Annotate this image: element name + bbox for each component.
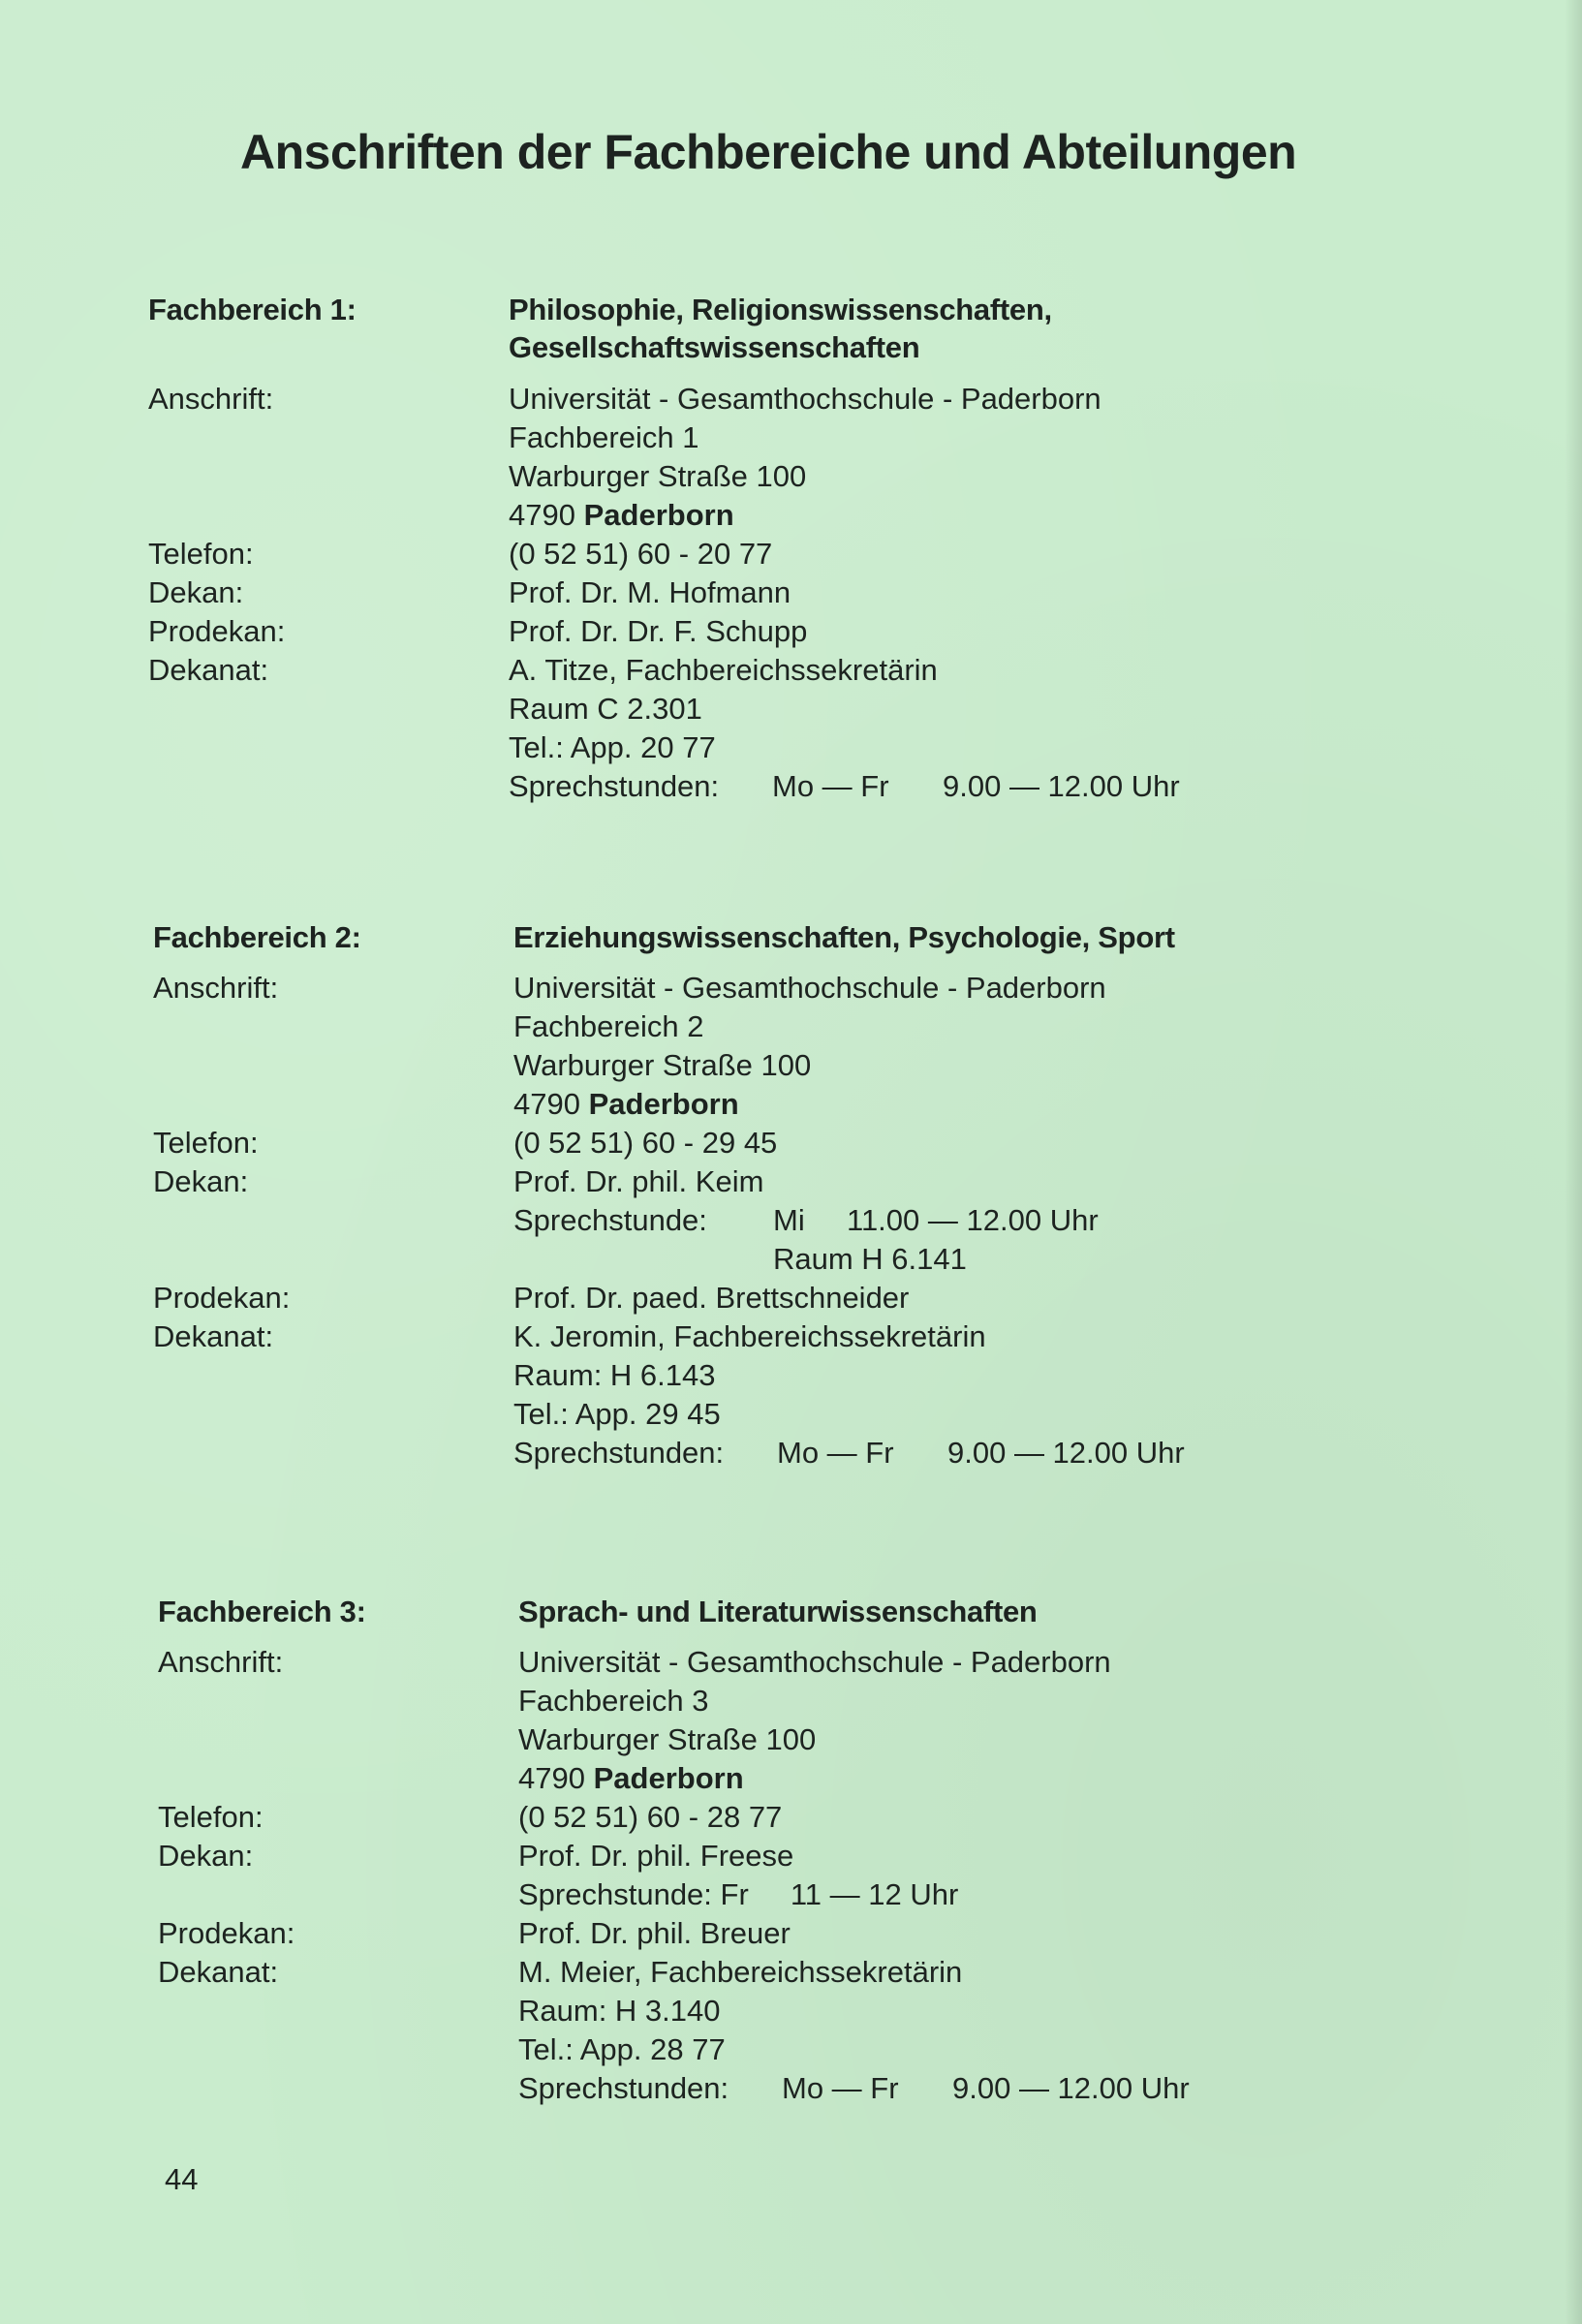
section-heading-label: Fachbereich 1: [148,293,357,326]
address-line: Universität - Gesamthochschule - Paderborn [513,971,1106,1005]
postal-code: 4790 [518,1761,585,1795]
office-hours-time: 9.00 — 12.00 Uhr [943,769,1180,803]
dean-value: Prof. Dr. phil. Freese [518,1839,794,1873]
vice-dean-label: Prodekan: [158,1916,295,1950]
address-line: Fachbereich 2 [513,1009,704,1043]
office-hours-label: Sprechstunden: [518,2071,729,2105]
office-line: K. Jeromin, Fachbereichssekretärin [513,1319,986,1353]
dean-value: Prof. Dr. phil. Keim [513,1164,764,1198]
address-label: Anschrift: [153,971,279,1005]
office-hours-days: Mo — Fr [772,769,889,803]
address-line: Warburger Straße 100 [509,459,807,493]
section-heading-label: Fachbereich 2: [153,920,361,954]
page-number: 44 [165,2162,199,2196]
dean-label: Dekan: [153,1164,249,1198]
office-label: Dekanat: [153,1319,274,1353]
office-hours-days: Mo — Fr [782,2071,899,2105]
office-line: A. Titze, Fachbereichssekretärin [509,653,938,687]
postal-code: 4790 [509,498,575,532]
vice-dean-label: Prodekan: [153,1281,291,1315]
section-heading-value-continued: Gesellschaftswissenschaften [509,330,920,364]
address-city-line [513,1085,739,1124]
office-line: Tel.: App. 29 45 [513,1397,721,1431]
address-label: Anschrift: [158,1645,284,1679]
phone-label: Telefon: [148,537,254,571]
city: Paderborn [583,498,734,532]
dean-hours-time: 11.00 — 12.00 Uhr [847,1203,1099,1237]
office-line: Tel.: App. 28 77 [518,2032,726,2066]
vice-dean-label: Prodekan: [148,614,286,648]
address-city-line [518,1759,744,1798]
dean-hours-day: Mi [773,1203,805,1237]
dean-label: Dekan: [158,1839,254,1873]
vice-dean-value: Prof. Dr. paed. Brettschneider [513,1281,910,1315]
address-line: Warburger Straße 100 [518,1722,817,1756]
phone-value: (0 52 51) 60 - 29 45 [513,1126,778,1160]
dean-room: Raum H 6.141 [773,1242,967,1276]
address-city-line [509,496,734,535]
office-hours-time: 9.00 — 12.00 Uhr [952,2071,1190,2105]
vice-dean-value: Prof. Dr. Dr. F. Schupp [509,614,808,648]
dean-hours: Sprechstunde: Fr 11 — 12 Uhr [518,1877,959,1911]
office-hours-label: Sprechstunden: [509,769,720,803]
vice-dean-value: Prof. Dr. phil. Breuer [518,1916,791,1950]
phone-value: (0 52 51) 60 - 28 77 [518,1800,783,1834]
address-line: Universität - Gesamthochschule - Paderborn [518,1645,1111,1679]
dean-value: Prof. Dr. M. Hofmann [509,575,791,609]
city: Paderborn [588,1087,739,1121]
office-hours-days: Mo — Fr [777,1436,894,1470]
address-line: Fachbereich 1 [509,420,699,454]
dean-hours-label: Sprechstunde: [513,1203,707,1237]
page-edge-shadow [1565,0,1582,2324]
address-label: Anschrift: [148,382,274,416]
section-heading-value: Erziehungswissenschaften, Psychologie, Sport [513,920,1175,954]
postal-code: 4790 [513,1087,580,1121]
address-line: Universität - Gesamthochschule - Paderborn [509,382,1101,416]
office-line: Raum: H 3.140 [518,1994,721,2028]
office-line: Tel.: App. 20 77 [509,730,716,764]
office-hours-time: 9.00 — 12.00 Uhr [947,1436,1185,1470]
office-line: M. Meier, Fachbereichssekretärin [518,1955,963,1989]
address-line: Warburger Straße 100 [513,1048,812,1082]
page-title: Anschriften der Fachbereiche und Abteilungen [240,125,1297,179]
address-line: Fachbereich 3 [518,1684,709,1718]
office-label: Dekanat: [148,653,269,687]
section-heading-value: Sprach- und Literaturwissenschaften [518,1595,1038,1628]
dean-label: Dekan: [148,575,244,609]
section-heading-label: Fachbereich 3: [158,1595,366,1628]
office-line: Raum: H 6.143 [513,1358,716,1392]
office-line: Raum C 2.301 [509,692,702,726]
office-label: Dekanat: [158,1955,279,1989]
phone-label: Telefon: [153,1126,259,1160]
section-heading-value: Philosophie, Religionswissenschaften, [509,293,1052,326]
office-hours-label: Sprechstunden: [513,1436,725,1470]
phone-value: (0 52 51) 60 - 20 77 [509,537,773,571]
phone-label: Telefon: [158,1800,264,1834]
city: Paderborn [593,1761,744,1795]
